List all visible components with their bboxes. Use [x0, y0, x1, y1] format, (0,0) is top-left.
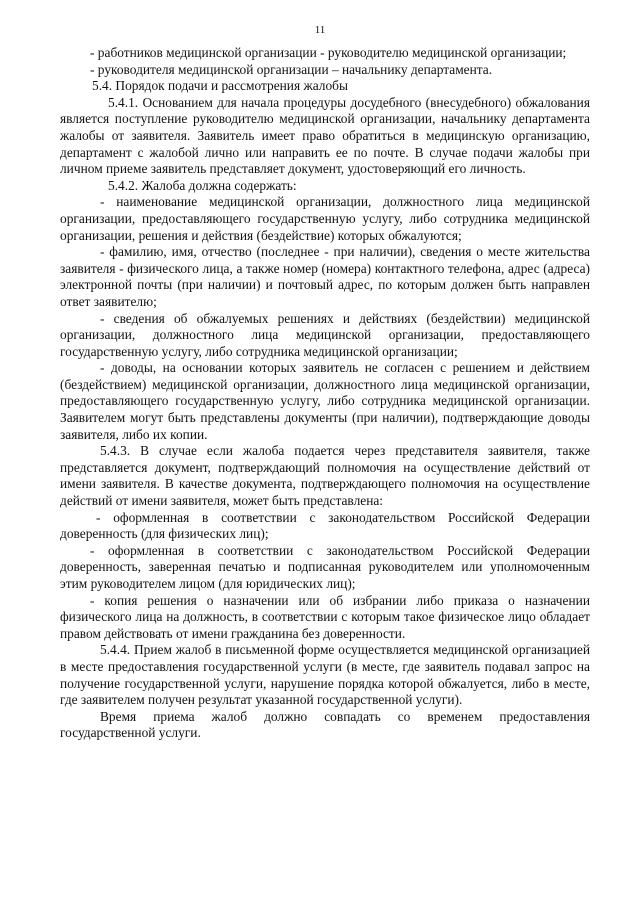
paragraph: 5.4.2. Жалоба должна содержать: — [108, 177, 297, 193]
paragraph: - руководителя медицинской организации – начальнику департамента. — [90, 61, 493, 77]
list-item: - оформленная в соответствии с законодательством Российской Федерации доверенность (для физических лиц); — [60, 509, 590, 542]
paragraph: 5.4.4. Прием жалоб в письменной форме осуществляется медицинской организацией в месте предоставления государственной услуги (в месте, где заявитель подавал запрос на получение государственной услуги, нарушение порядка которой обжалуется, либо в месте, где заявителем получен результат указанной государственной услуги). — [60, 642, 590, 708]
paragraph: 5.4.3. В случае если жалоба подается через представителя заявителя, также представляется документ, подтверждающий полномочия на осуществление действий от имени заявителя. В качестве документа, подтверждающего полномочия на осуществление действий от имени заявителя, может быть представлена: — [60, 443, 590, 509]
page-number: 11 — [314, 24, 326, 36]
list-item: - фамилию, имя, отчество (последнее - при наличии), сведения о месте жительства заявителя - физического лица, а также номер (номера) контактного телефона, адрес (адреса) электронной почты (при наличии) и почтовый адрес, по которым должен быть направлен ответ заявителю; — [60, 244, 590, 309]
list-item: - копия решения о назначении или об избрании либо приказа о назначении физического лица на должность, в соответствии с которым такое физическое лицо обладает правом действовать от имени гражданина без доверенности. — [60, 592, 590, 641]
paragraph: - работников медицинской организации - руководителю медицинской организации; — [90, 45, 567, 60]
list-item: - наименование медицинской организации, должностного лица медицинской организации, предоставляющего государственную услугу, либо сотрудника медицинской организации, решения и действия (бездействие) которых обжалуются; — [60, 194, 590, 243]
section-heading: 5.4. Порядок подачи и рассмотрения жалобы — [92, 78, 348, 94]
document-body — [60, 45, 590, 742]
list-item: - доводы, на основании которых заявитель не согласен с решением и действием (бездействием) медицинской организации, должностного лица медицинской организации, предоставляющего государственную услугу, либо сотрудника медицинской организации. Заявителем могут быть представлены документы (при наличии), подтверждающие доводы заявителя, либо их копии. — [60, 360, 590, 442]
list-item: - оформленная в соответствии с законодательством Российской Федерации доверенность, заверенная печатью и подписанная руководителем или уполномоченным этим руководителем лицом (для юридических лиц); — [60, 542, 590, 591]
paragraph: 5.4.1. Основанием для начала процедуры досудебного (внесудебного) обжалования является поступление руководителю медицинской организации, начальнику департамента жалобы от заявителя. Заявитель имеет право обратиться в медицинскую организацию, департамент с жалобой лично или направить ее по почте. В случае подачи жалобы при личном приеме заявитель представляет документ, удостоверяющий его личность. — [60, 94, 590, 177]
list-item: - сведения об обжалуемых решениях и действиях (бездействии) медицинской организации, должностного лица медицинской организации, предоставляющего государственную услугу, либо сотрудника медицинской организации; — [60, 310, 590, 359]
paragraph: Время приема жалоб должно совпадать со временем предоставления государственной услуги. — [60, 708, 590, 741]
